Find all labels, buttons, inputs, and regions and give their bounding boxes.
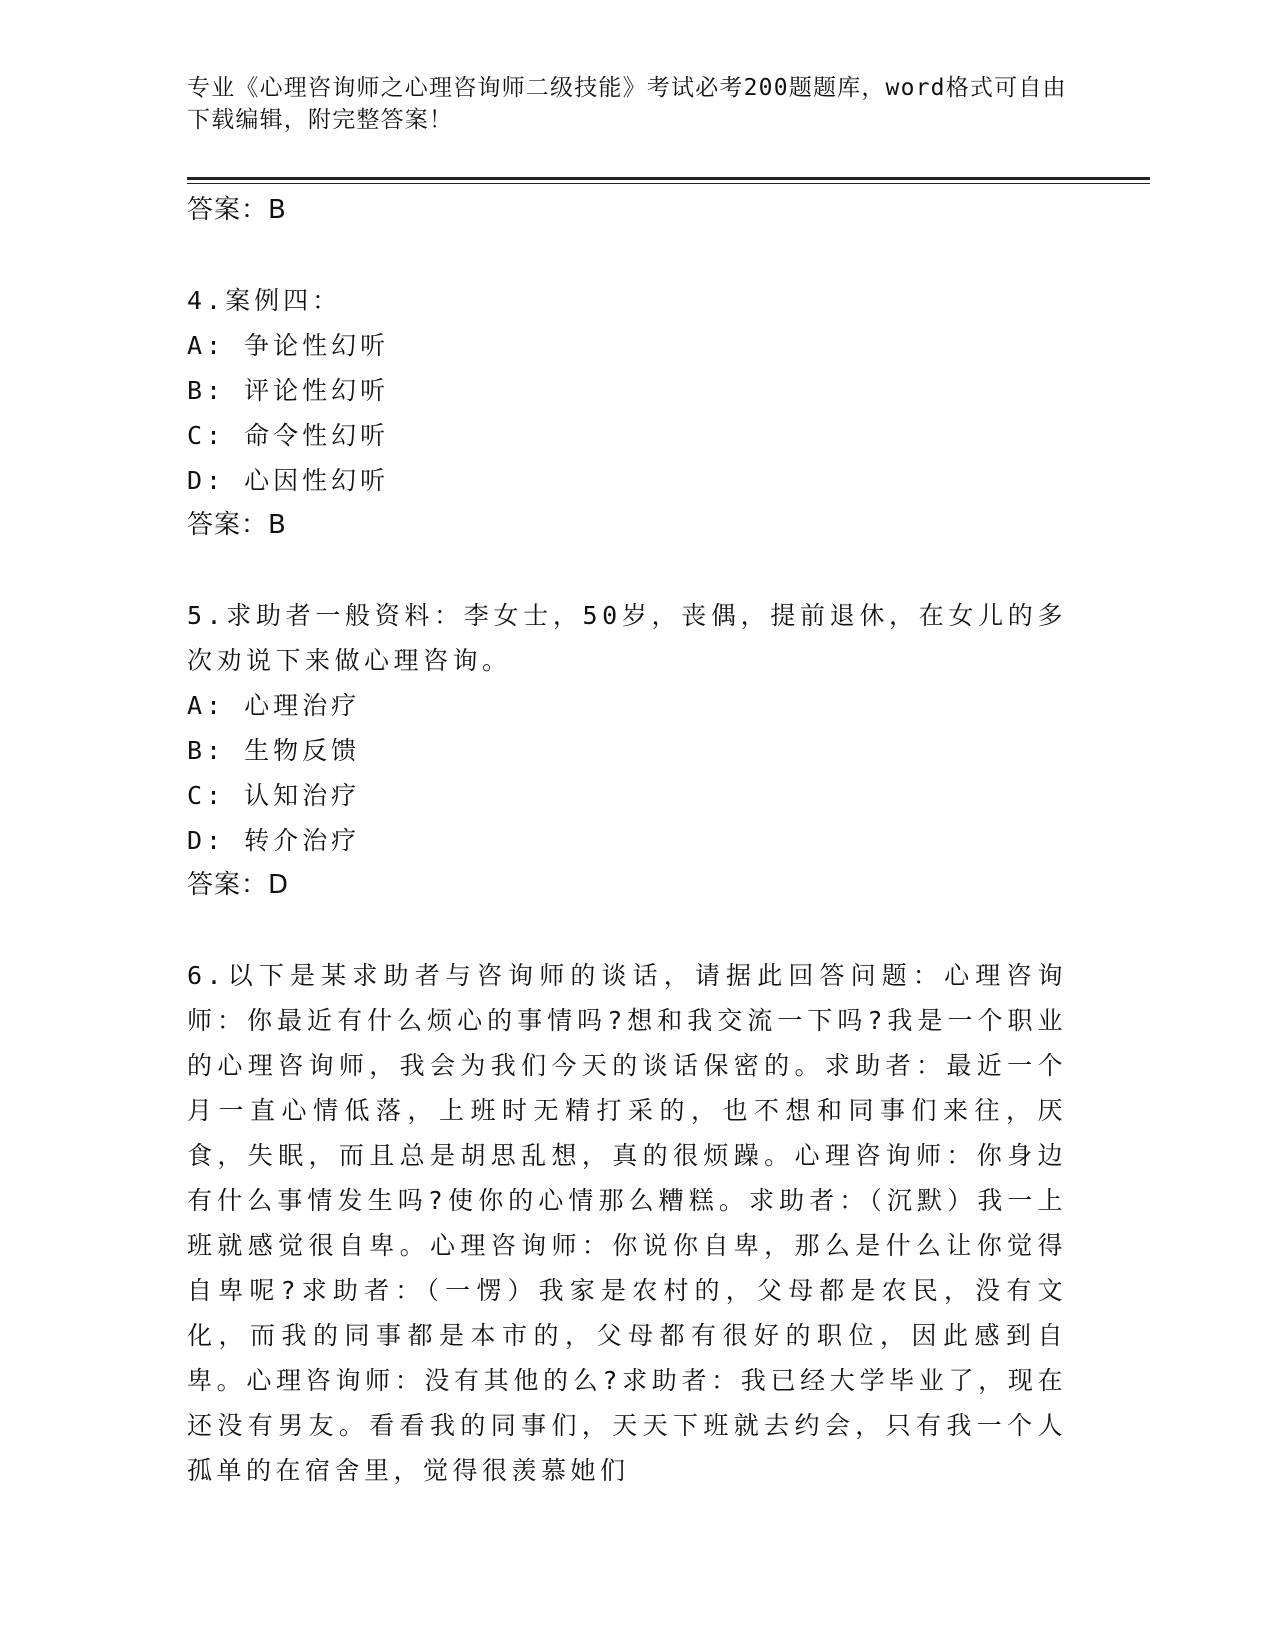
header-divider-thick [187, 177, 1150, 180]
answer-previous-question: 答案：B [187, 195, 287, 225]
spacer [187, 233, 1067, 278]
question-5-option-d: D: 转介治疗 [187, 826, 361, 855]
header-divider-thin [187, 183, 1150, 184]
spacer [187, 908, 1067, 953]
document-body [187, 188, 1067, 1493]
question-4-answer: 答案：B [187, 510, 287, 540]
page-header-text: 专业《心理咨询师之心理咨询师二级技能》考试必考200题题库，word格式可自由下载编辑，附完整答案！ [187, 75, 1067, 133]
question-4-option-a: A: 争论性幻听 [187, 331, 390, 360]
question-4-text: 4.案例四： [187, 286, 342, 315]
question-4-option-b: B: 评论性幻听 [187, 376, 390, 405]
question-5-option-c: C: 认知治疗 [187, 781, 361, 810]
question-6-text: 6.以下是某求助者与咨询师的谈话，请据此回答问题：心理咨询师：你最近有什么烦心的事情吗?想和我交流一下吗?我是一个职业的心理咨询师，我会为我们今天的谈话保密的。求助者：最近一个月一直心情低落，上班时无精打采的，也不想和同事们来往，厌食，失眠，而且总是胡思乱想，真的很烦躁。心理咨询师：你身边有什么事情发生吗?使你的心情那么糟糕。求助者：（沉默）我一上班就感觉很自卑。心理咨询师：你说你自卑，那么是什么让你觉得自卑呢?求助者：（一愣）我家是农村的，父母都是农民，没有文化，而我的同事都是本市的，父母都有很好的职位，因此感到自卑。心理咨询师：没有其他的么?求助者：我已经大学毕业了，现在还没有男友。看看我的同事们，天天下班就去约会，只有我一个人孤单的在宿舍里，觉得很羡慕她们 [187, 961, 1067, 1485]
question-4-option-c: C: 命令性幻听 [187, 421, 390, 450]
question-6 [187, 953, 1067, 1493]
question-5-option-b: B: 生物反馈 [187, 736, 361, 765]
question-4-option-d: D: 心因性幻听 [187, 466, 390, 495]
question-5-text: 5.求助者一般资料：李女士，50岁，丧偶，提前退休，在女儿的多次劝说下来做心理咨询。 [187, 601, 1067, 675]
question-5-option-a: A: 心理治疗 [187, 691, 361, 720]
question-5 [187, 593, 1067, 908]
question-4 [187, 278, 1067, 548]
question-5-answer: 答案：D [187, 870, 290, 900]
spacer [187, 548, 1067, 593]
